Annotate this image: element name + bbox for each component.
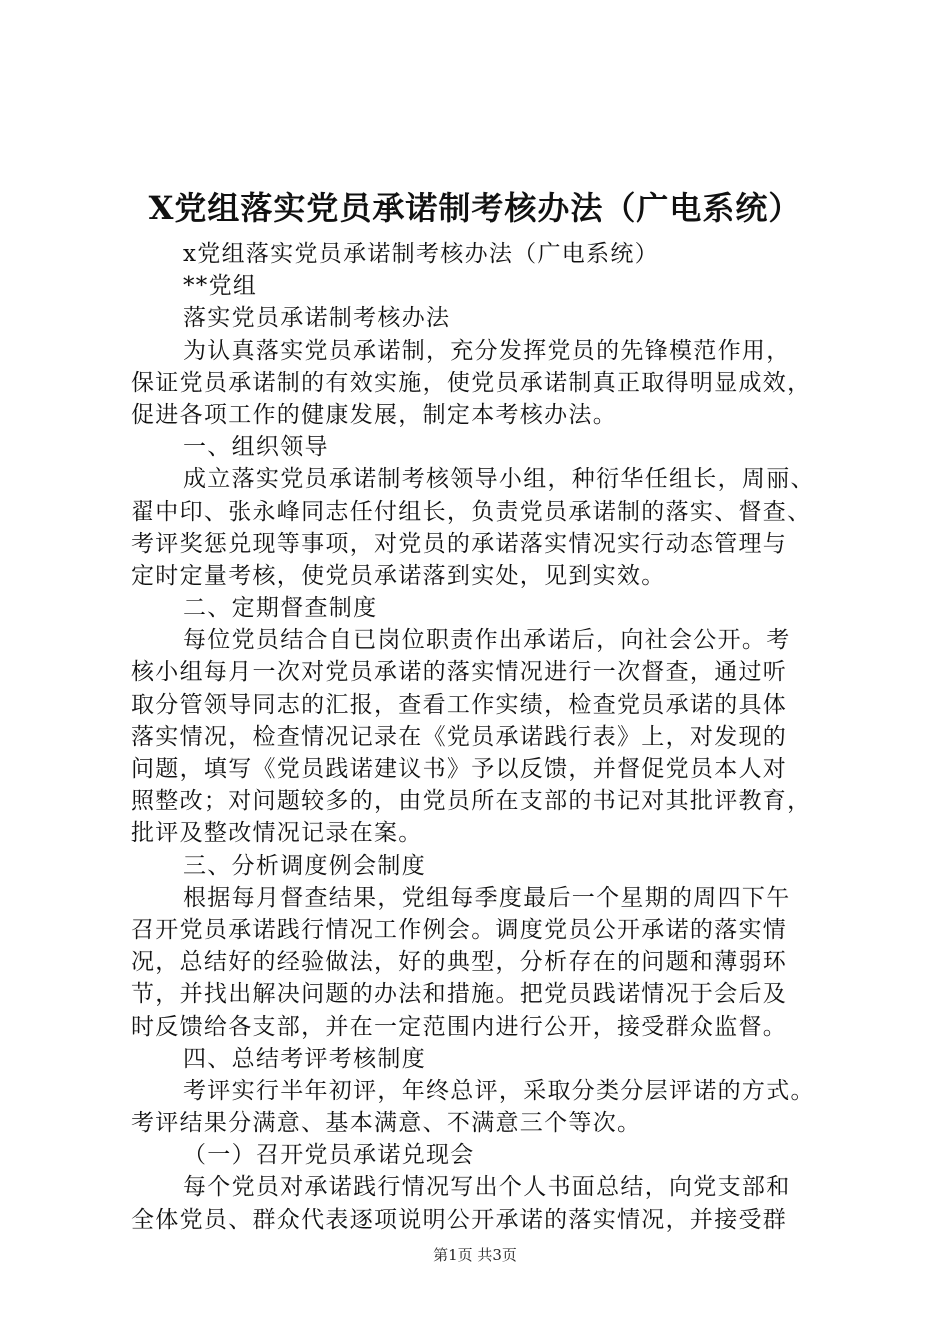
body-line: 问题，填写《党员践诺建议书》予以反馈，并督促党员本人对 <box>131 756 788 782</box>
body-line: 况，总结好的经验做法，好的典型，分析存在的问题和薄弱环 <box>131 949 788 976</box>
body-line: 一、组织领导 <box>183 434 329 461</box>
body-line: 为认真落实党员承诺制，充分发挥党员的先锋模范作用， <box>183 337 791 364</box>
body-line: 考评奖惩兑现等事项，对党员的承诺落实情况实行动态管理与 <box>131 530 788 557</box>
body-line: 落实党员承诺制考核办法 <box>183 305 451 332</box>
body-line: 考评结果分满意、基本满意、不满意三个等次。 <box>131 1110 642 1137</box>
body-line: 批评及整改情况记录在案。 <box>131 820 423 847</box>
body-line: 三、分析调度例会制度 <box>183 852 426 879</box>
body-line: 落实情况，检查情况记录在《党员承诺践行表》上，对发现的 <box>131 723 788 750</box>
body-line: （一）召开党员承诺兑现会 <box>183 1142 475 1169</box>
body-line: 照整改；对问题较多的，由党员所在支部的书记对其批评教育， <box>131 788 812 815</box>
body-line: 翟中印、张永峰同志任付组长，负责党员承诺制的落实、督查、 <box>131 498 812 525</box>
body-line: 每位党员结合自已岗位职责作出承诺后，向社会公开。考 <box>183 627 791 654</box>
body-line: 节，并找出解决问题的办法和措施。把党员践诺情况于会后及 <box>131 981 788 1008</box>
body-line: 时反馈给各支部，并在一定范围内进行公开，接受群众监督。 <box>131 1013 788 1040</box>
body-line: **党组 <box>183 273 258 300</box>
body-line: 保证党员承诺制的有效实施，使党员承诺制真正取得明显成效， <box>131 369 812 396</box>
body-line: 全体党员、群众代表逐项说明公开承诺的落实情况，并接受群 <box>131 1206 788 1233</box>
page-number-footer: 第1页 共3页 <box>433 1246 517 1264</box>
body-line: 二、定期督查制度 <box>183 595 378 622</box>
body-line: 核小组每月一次对党员承诺的落实情况进行一次督查，通过听 <box>131 659 788 686</box>
body-line: 定时定量考核，使党员承诺落到实处，见到实效。 <box>131 562 666 589</box>
document-title: X党组落实党员承诺制考核办法（广电系统） <box>148 189 802 227</box>
body-line: 根据每月督查结果，党组每季度最后一个星期的周四下午 <box>183 884 791 911</box>
body-line: 促进各项工作的健康发展，制定本考核办法。 <box>131 401 617 428</box>
body-line: 成立落实党员承诺制考核领导小组，种衍华任组长，周丽、 <box>183 466 815 493</box>
body-line: 取分管领导同志的汇报，查看工作实绩，检查党员承诺的具体 <box>131 691 788 718</box>
body-line: 召开党员承诺践行情况工作例会。调度党员公开承诺的落实情 <box>131 916 788 943</box>
body-line: 每个党员对承诺践行情况写出个人书面总结，向党支部和 <box>183 1174 791 1201</box>
body-line: 四、总结考评考核制度 <box>183 1045 426 1072</box>
body-line: x党组落实党员承诺制考核办法（广电系统） <box>183 241 659 267</box>
body-line: 考评实行半年初评，年终总评，采取分类分层评诺的方式。 <box>183 1077 815 1104</box>
document-body <box>131 238 856 1236</box>
